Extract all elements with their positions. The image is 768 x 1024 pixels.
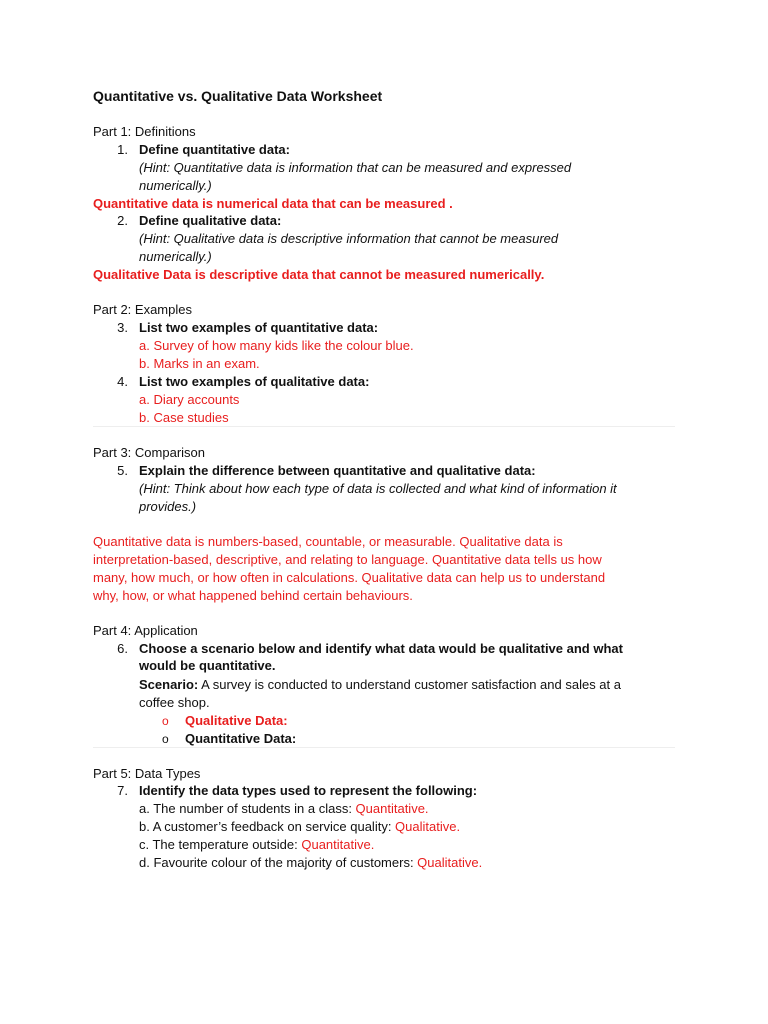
q3-number: 3.: [117, 320, 128, 335]
q3-answer-a: a. Survey of how many kids like the colour blue.: [139, 338, 414, 353]
q4-answer-a: a. Diary accounts: [139, 392, 240, 407]
scenario-text: A survey is conducted to understand customer satisfaction and sales at a: [198, 677, 621, 692]
quantitative-data-label: Quantitative Data:: [185, 731, 297, 746]
part1-heading: Part 1: Definitions: [93, 124, 196, 139]
q6-scenario: [139, 676, 621, 694]
q6-number: 6.: [117, 641, 128, 656]
q7-item-c-answer: Quantitative.: [301, 837, 375, 852]
q5-question: Explain the difference between quantitative and qualitative data:: [139, 463, 536, 478]
page-title: Quantitative vs. Qualitative Data Worksheet: [93, 88, 383, 104]
section-divider: [93, 747, 675, 748]
bullet-icon: o: [162, 714, 169, 728]
q7-item-b-answer: Qualitative.: [395, 819, 461, 834]
section-divider: [93, 426, 675, 427]
q7-item-d-text: d. Favourite colour of the majority of customers:: [139, 855, 418, 870]
q5-answer-line: why, how, or what happened behind certain behaviours.: [93, 588, 413, 603]
q6-question-line2: would be quantitative.: [139, 658, 276, 673]
q5-number: 5.: [117, 463, 128, 478]
q7-item-d: [139, 854, 482, 872]
qualitative-data-label: Qualitative Data:: [185, 713, 288, 728]
part5-heading: Part 5: Data Types: [93, 766, 201, 781]
q2-question: Define qualitative data:: [139, 213, 282, 228]
part2-heading: Part 2: Examples: [93, 302, 192, 317]
q2-hint-line2: numerically.): [139, 249, 212, 264]
q6-scenario-line2: coffee shop.: [139, 695, 210, 710]
bullet-icon: o: [162, 732, 169, 746]
q1-answer: Quantitative data is numerical data that can be measured .: [93, 196, 453, 211]
q5-hint-line2: provides.): [139, 499, 197, 514]
scenario-label: Scenario:: [139, 677, 199, 692]
q7-item-a-text: a. The number of students in a class:: [139, 801, 356, 816]
q7-item-b-text: b. A customer’s feedback on service quality:: [139, 819, 396, 834]
q5-answer-line: many, how much, or how often in calculations. Qualitative data can help us to understand: [93, 570, 606, 585]
q3-question: List two examples of quantitative data:: [139, 320, 379, 335]
part4-heading: Part 4: Application: [93, 623, 198, 638]
q4-question: List two examples of qualitative data:: [139, 374, 370, 389]
q7-item-a-answer: Quantitative.: [355, 801, 429, 816]
q2-hint-line1: (Hint: Qualitative data is descriptive information that cannot be measured: [139, 231, 559, 246]
q1-hint-line2: numerically.): [139, 178, 212, 193]
q7-question: Identify the data types used to represent the following:: [139, 783, 478, 798]
q7-number: 7.: [117, 783, 128, 798]
q5-answer-line: Quantitative data is numbers-based, countable, or measurable. Qualitative data is: [93, 534, 563, 549]
q1-number: 1.: [117, 142, 128, 157]
q1-question: Define quantitative data:: [139, 142, 290, 157]
q5-answer-line: interpretation-based, descriptive, and relating to language. Quantitative data tells us how: [93, 552, 602, 567]
q4-number: 4.: [117, 374, 128, 389]
part3-heading: Part 3: Comparison: [93, 445, 205, 460]
q1-hint-line1: (Hint: Quantitative data is information that can be measured and expressed: [139, 160, 572, 175]
q7-item-b: [139, 818, 460, 836]
q5-hint-line1: (Hint: Think about how each type of data is collected and what kind of information it: [139, 481, 617, 496]
q7-item-d-answer: Qualitative.: [417, 855, 483, 870]
q2-number: 2.: [117, 213, 128, 228]
q7-item-a: [139, 800, 429, 818]
q7-item-c-text: c. The temperature outside:: [139, 837, 302, 852]
q7-item-c: [139, 836, 374, 854]
q4-answer-b: b. Case studies: [139, 410, 229, 425]
q2-answer: Qualitative Data is descriptive data that cannot be measured numerically.: [93, 267, 545, 282]
q3-answer-b: b. Marks in an exam.: [139, 356, 260, 371]
q6-question-line1: Choose a scenario below and identify what data would be qualitative and what: [139, 641, 623, 656]
